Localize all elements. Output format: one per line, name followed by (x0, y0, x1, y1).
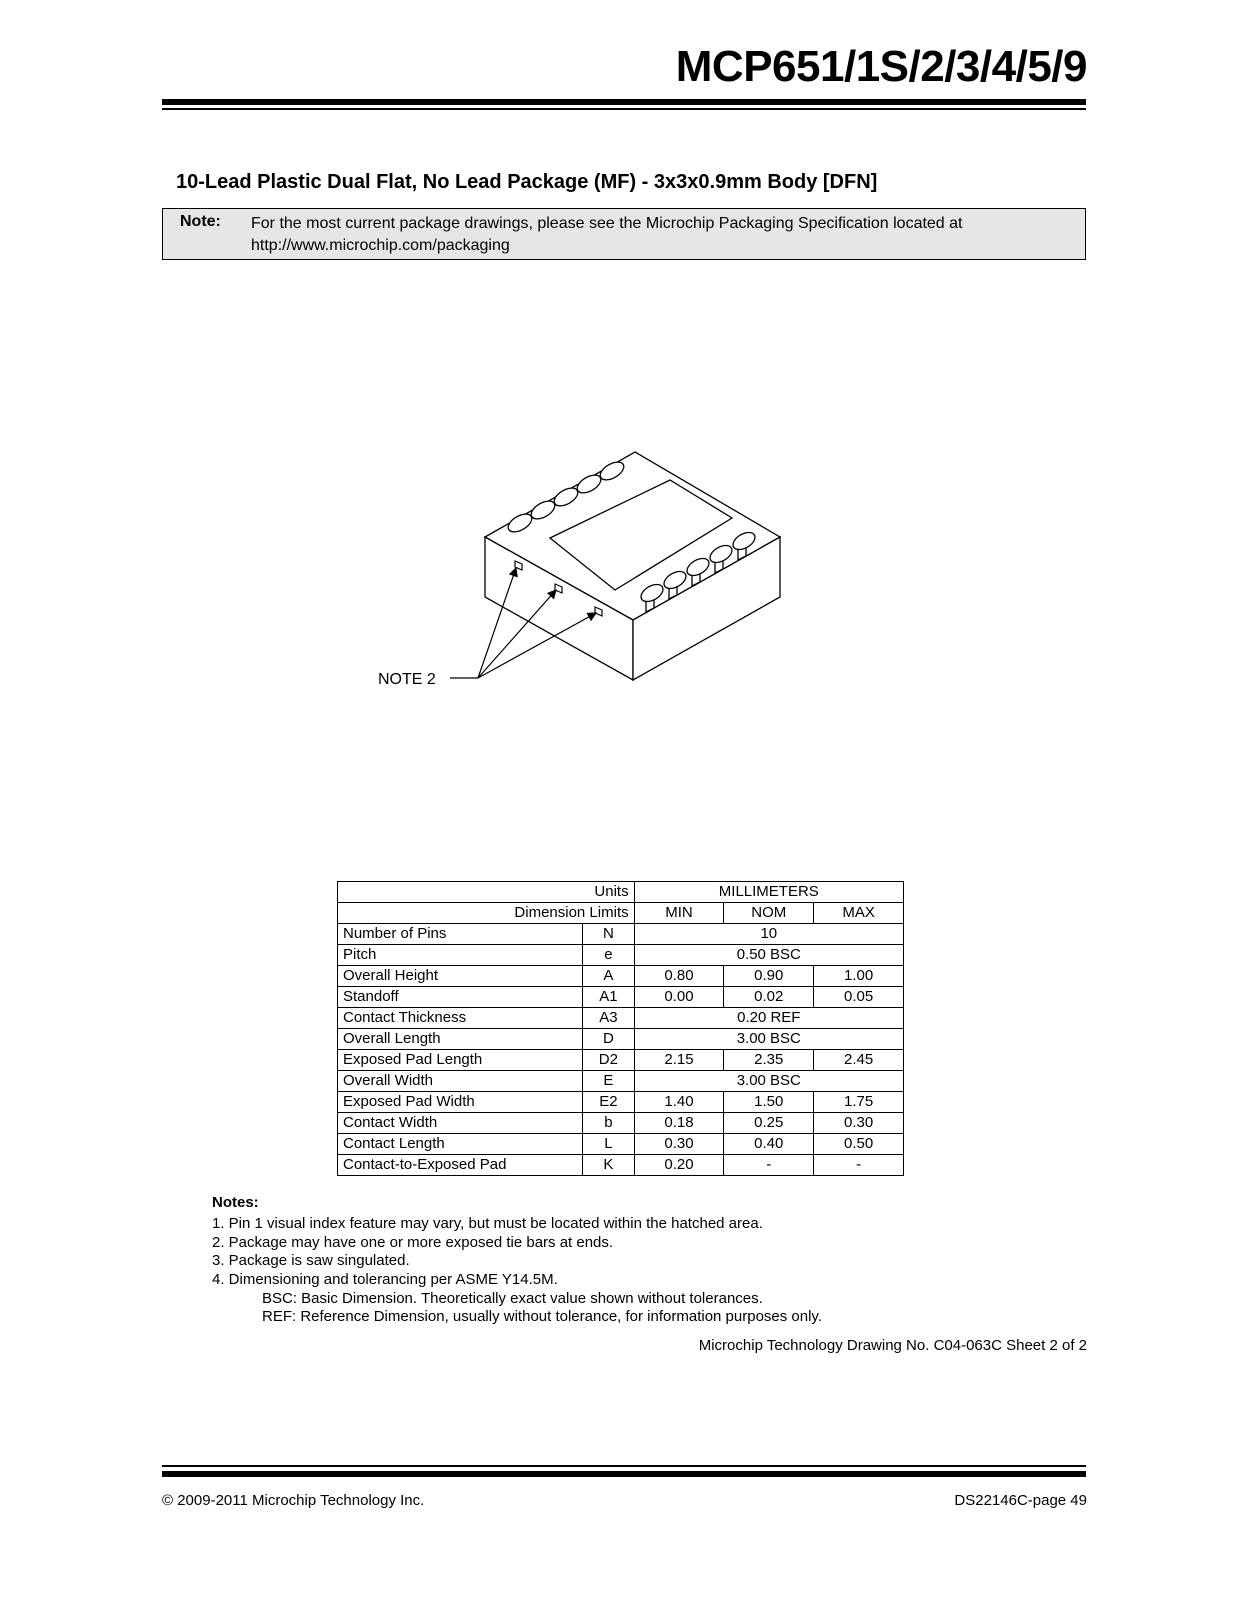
table-row (338, 945, 904, 966)
note-box (162, 208, 1086, 260)
dim-max: 0.30 (814, 1113, 904, 1134)
dim-symbol: e (583, 945, 634, 966)
table-row (338, 1155, 904, 1176)
dim-name: Standoff (338, 987, 583, 1008)
table-row (338, 987, 904, 1008)
dim-nom: 1.50 (724, 1092, 814, 1113)
drawing-number: Microchip Technology Drawing No. C04-063C Sheet 2 of 2 (698, 1337, 1087, 1354)
dim-value: 0.20 REF (634, 1008, 903, 1029)
dim-symbol: N (583, 924, 634, 945)
note-text-line: For the most current package drawings, please see the Microchip Packaging Specification located at (251, 215, 963, 232)
dim-name: Contact Thickness (338, 1008, 583, 1029)
section-title: 10-Lead Plastic Dual Flat, No Lead Package (MF) - 3x3x0.9mm Body [DFN] (176, 171, 878, 193)
dim-value: 10 (634, 924, 903, 945)
note-text (251, 213, 1071, 257)
dim-nom: 0.02 (724, 987, 814, 1008)
dim-value: 0.50 BSC (634, 945, 903, 966)
dim-name: Contact-to-Exposed Pad (338, 1155, 583, 1176)
dim-symbol: b (583, 1113, 634, 1134)
dim-nom: 2.35 (724, 1050, 814, 1071)
note-label: Note: (180, 213, 221, 230)
note-item-2: 2. Package may have one or more exposed tie bars at ends. (212, 1234, 614, 1251)
dim-name: Exposed Pad Length (338, 1050, 583, 1071)
units-label: Units (338, 882, 635, 903)
dim-max: 1.00 (814, 966, 904, 987)
dim-min: 0.00 (634, 987, 724, 1008)
dim-symbol: D (583, 1029, 634, 1050)
dim-symbol: A (583, 966, 634, 987)
footer-rule-thick (162, 1471, 1086, 1477)
dim-max: 0.05 (814, 987, 904, 1008)
package-isometric-drawing (370, 440, 800, 690)
dim-symbol: D2 (583, 1050, 634, 1071)
note2-callout: NOTE 2 (378, 671, 436, 688)
dim-max: 2.45 (814, 1050, 904, 1071)
min-header: MIN (634, 903, 724, 924)
table-row (338, 1050, 904, 1071)
dim-max: 1.75 (814, 1092, 904, 1113)
dim-min: 0.80 (634, 966, 724, 987)
dim-name: Pitch (338, 945, 583, 966)
table-row (338, 1092, 904, 1113)
notes-heading: Notes: (212, 1194, 259, 1211)
table-row (338, 924, 904, 945)
page-header-title: MCP651/1S/2/3/4/5/9 (675, 42, 1087, 91)
dim-symbol: L (583, 1134, 634, 1155)
dim-name: Contact Width (338, 1113, 583, 1134)
table-row (338, 1134, 904, 1155)
dim-name: Number of Pins (338, 924, 583, 945)
header-rule-thin (162, 108, 1086, 110)
dim-min: 0.18 (634, 1113, 724, 1134)
dim-symbol: E (583, 1071, 634, 1092)
dim-min: 1.40 (634, 1092, 724, 1113)
note-link[interactable]: http://www.microchip.com/packaging (251, 237, 510, 254)
table-row (338, 1029, 904, 1050)
nom-header: NOM (724, 903, 814, 924)
dim-symbol: A1 (583, 987, 634, 1008)
footer-copyright: © 2009-2011 Microchip Technology Inc. (162, 1492, 425, 1509)
dim-nom: - (724, 1155, 814, 1176)
dim-symbol: E2 (583, 1092, 634, 1113)
dim-name: Contact Length (338, 1134, 583, 1155)
note-ref-definition: REF: Reference Dimension, usually without tolerance, for information purposes only. (262, 1308, 822, 1325)
table-row (338, 1071, 904, 1092)
dim-nom: 0.25 (724, 1113, 814, 1134)
dim-name: Overall Width (338, 1071, 583, 1092)
note-item-4: 4. Dimensioning and tolerancing per ASME Y14.5M. (212, 1271, 558, 1288)
limits-label: Dimension Limits (338, 903, 635, 924)
footer-rule-thin (162, 1465, 1086, 1467)
dim-max: - (814, 1155, 904, 1176)
dim-nom: 0.40 (724, 1134, 814, 1155)
table-row (338, 966, 904, 987)
dim-symbol: A3 (583, 1008, 634, 1029)
max-header: MAX (814, 903, 904, 924)
dim-value: 3.00 BSC (634, 1029, 903, 1050)
table-row (338, 882, 904, 903)
dim-min: 2.15 (634, 1050, 724, 1071)
units-value: MILLIMETERS (634, 882, 903, 903)
note-bsc-definition: BSC: Basic Dimension. Theoretically exact value shown without tolerances. (262, 1290, 763, 1307)
note-item-3: 3. Package is saw singulated. (212, 1252, 410, 1269)
table-row (338, 903, 904, 924)
header-rule-thick (162, 99, 1086, 105)
dim-value: 3.00 BSC (634, 1071, 903, 1092)
table-row (338, 1008, 904, 1029)
dim-nom: 0.90 (724, 966, 814, 987)
dim-name: Overall Height (338, 966, 583, 987)
table-row (338, 1113, 904, 1134)
dim-name: Exposed Pad Width (338, 1092, 583, 1113)
dim-min: 0.20 (634, 1155, 724, 1176)
dimension-table (337, 881, 904, 1176)
note-item-1: 1. Pin 1 visual index feature may vary, but must be located within the hatched area. (212, 1215, 763, 1232)
dim-min: 0.30 (634, 1134, 724, 1155)
footer-page-number: DS22146C-page 49 (954, 1492, 1087, 1509)
dim-max: 0.50 (814, 1134, 904, 1155)
dim-name: Overall Length (338, 1029, 583, 1050)
dim-symbol: K (583, 1155, 634, 1176)
